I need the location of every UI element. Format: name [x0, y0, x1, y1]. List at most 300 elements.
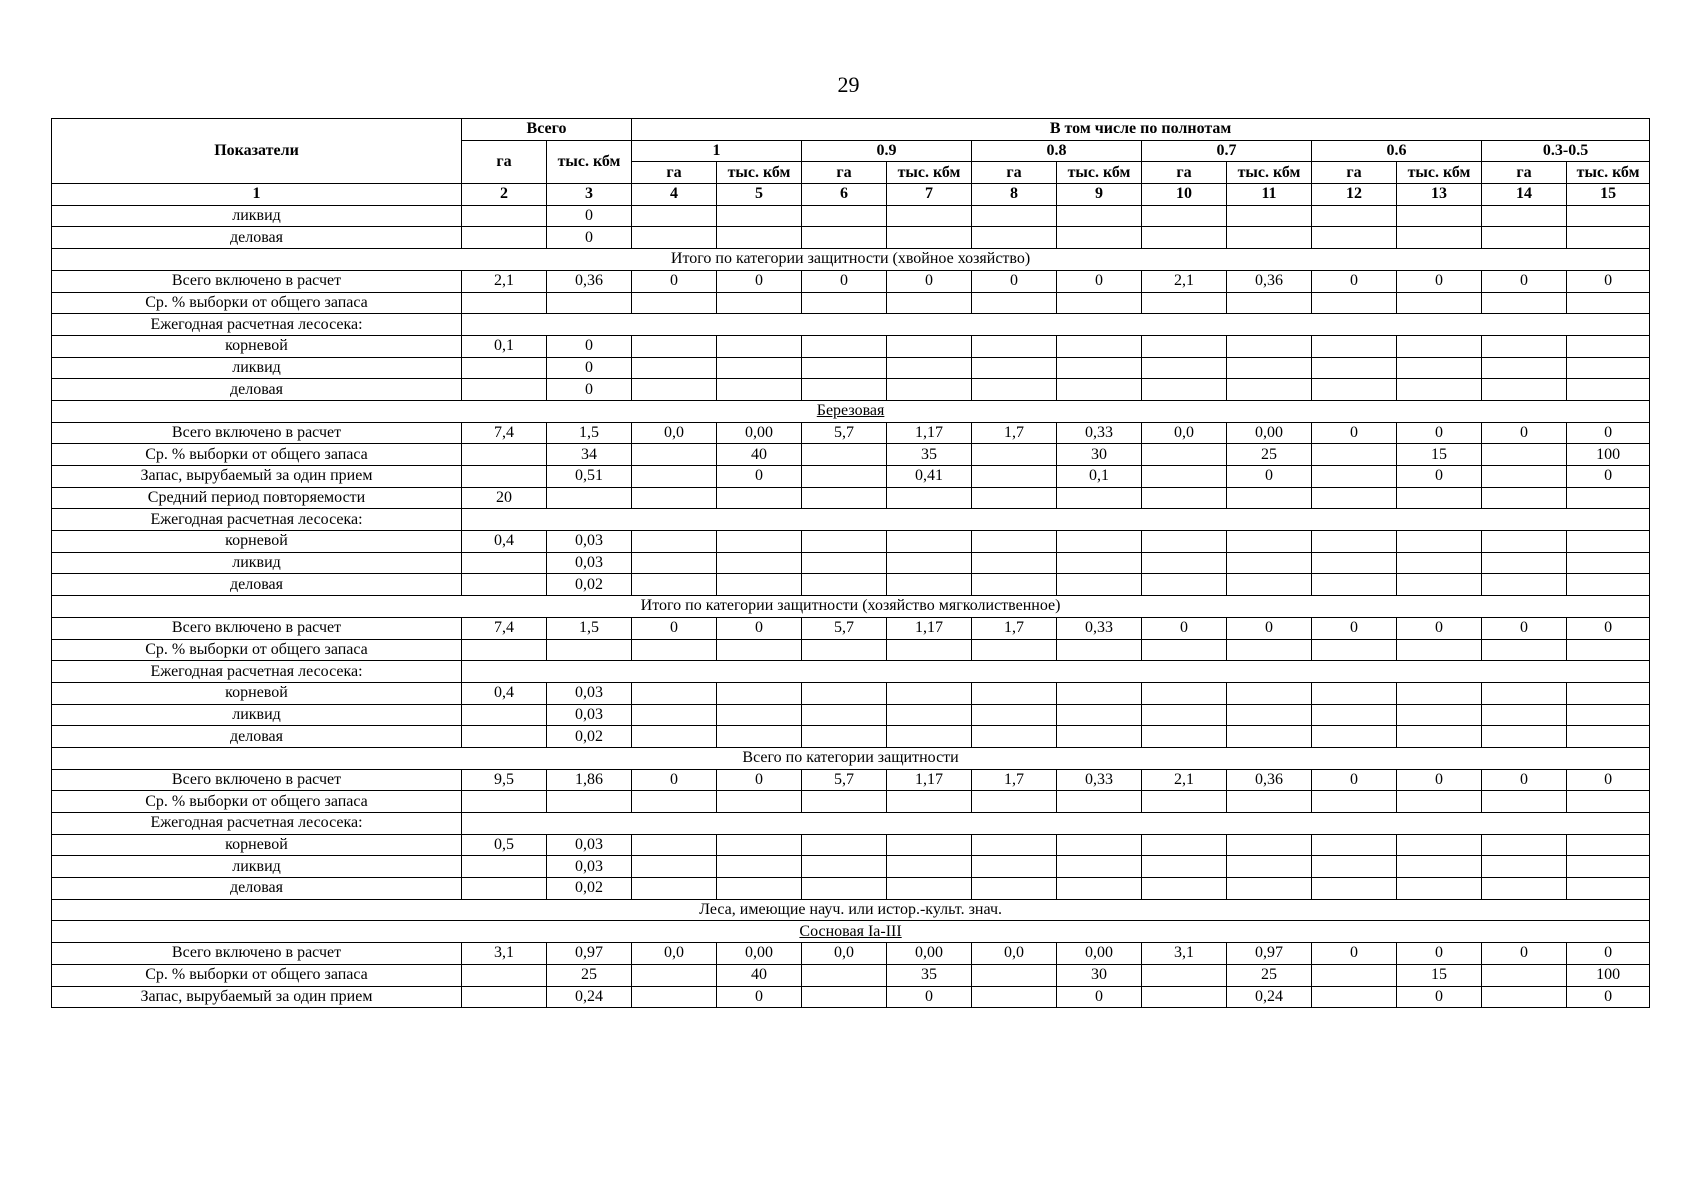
section-row	[52, 747, 1650, 769]
table-cell	[547, 791, 632, 813]
header-indicators: Показатели	[52, 119, 462, 184]
table-cell: 0,33	[1057, 422, 1142, 444]
table-cell: 0,03	[547, 552, 632, 574]
table-cell	[462, 552, 547, 574]
table-cell: 0	[1567, 986, 1650, 1008]
table-cell	[1312, 834, 1397, 856]
row-label: Запас, вырубаемый за один прием	[52, 466, 462, 488]
table-row	[52, 726, 1650, 748]
table-cell	[1142, 682, 1227, 704]
header-unit-volume: тыс. кбм	[1057, 162, 1142, 184]
table-cell: 2,1	[1142, 270, 1227, 292]
table-cell: 0,24	[547, 986, 632, 1008]
table-cell	[802, 574, 887, 596]
table-cell	[1142, 292, 1227, 314]
table-cell	[632, 726, 717, 748]
table-cell	[1482, 379, 1567, 401]
table-cell: 0	[1397, 422, 1482, 444]
header-unit-volume: тыс. кбм	[717, 162, 802, 184]
column-number: 9	[1057, 184, 1142, 206]
table-cell	[802, 292, 887, 314]
table-cell	[1482, 487, 1567, 509]
table-cell	[1057, 856, 1142, 878]
table-cell	[1142, 856, 1227, 878]
table-cell: 1,86	[547, 769, 632, 791]
table-cell: 0	[1312, 422, 1397, 444]
table-cell	[462, 964, 547, 986]
table-cell: 0	[802, 270, 887, 292]
table-cell: 0,02	[547, 574, 632, 596]
table-cell	[1482, 205, 1567, 227]
table-cell	[1397, 726, 1482, 748]
table-cell: 5,7	[802, 422, 887, 444]
table-cell	[1567, 834, 1650, 856]
table-row	[52, 205, 1650, 227]
row-label: ликвид	[52, 205, 462, 227]
table-cell	[717, 574, 802, 596]
table-cell	[1142, 964, 1227, 986]
table-cell: 0	[1482, 270, 1567, 292]
table-cell	[1397, 487, 1482, 509]
column-number: 8	[972, 184, 1057, 206]
table-cell: 0,0	[632, 943, 717, 965]
table-cell	[717, 292, 802, 314]
row-label: Ежегодная расчетная лесосека:	[52, 813, 462, 835]
row-label: деловая	[52, 726, 462, 748]
table-cell: 0	[547, 357, 632, 379]
table-cell	[972, 357, 1057, 379]
merged-empty-cell	[462, 813, 1650, 835]
table-cell	[1142, 639, 1227, 661]
table-cell	[802, 639, 887, 661]
table-cell: 0	[887, 270, 972, 292]
table-row	[52, 943, 1650, 965]
table-cell	[1482, 964, 1567, 986]
forest-report-table	[51, 118, 1650, 1008]
table-row	[52, 552, 1650, 574]
table-cell	[802, 856, 887, 878]
table-cell: 0	[1142, 617, 1227, 639]
table-cell: 0,03	[547, 834, 632, 856]
table-cell	[462, 292, 547, 314]
table-cell	[802, 834, 887, 856]
table-cell	[972, 531, 1057, 553]
section-title	[52, 596, 1650, 618]
table-cell: 0	[717, 769, 802, 791]
table-cell	[1227, 205, 1312, 227]
table-cell	[717, 227, 802, 249]
table-cell: 0,24	[1227, 986, 1312, 1008]
table-cell: 0	[1227, 466, 1312, 488]
table-cell	[1482, 335, 1567, 357]
table-cell	[887, 834, 972, 856]
table-cell	[1482, 466, 1567, 488]
table-cell	[632, 357, 717, 379]
table-cell	[632, 574, 717, 596]
table-cell	[1567, 574, 1650, 596]
table-cell	[1227, 531, 1312, 553]
table-row	[52, 856, 1650, 878]
table-cell	[1142, 357, 1227, 379]
table-cell	[1057, 834, 1142, 856]
table-cell	[632, 682, 717, 704]
table-cell	[632, 878, 717, 900]
section-row	[52, 899, 1650, 921]
table-cell	[632, 379, 717, 401]
table-cell	[1567, 227, 1650, 249]
table-row	[52, 335, 1650, 357]
table-cell	[1312, 726, 1397, 748]
table-cell	[717, 704, 802, 726]
table-body	[52, 205, 1650, 1007]
table-cell	[1227, 682, 1312, 704]
section-title	[52, 899, 1650, 921]
table-cell	[1142, 986, 1227, 1008]
table-cell	[1397, 878, 1482, 900]
table-cell	[972, 986, 1057, 1008]
section-row	[52, 596, 1650, 618]
table-cell	[1227, 487, 1312, 509]
table-cell: 34	[547, 444, 632, 466]
row-label: Всего включено в расчет	[52, 617, 462, 639]
table-cell	[1312, 574, 1397, 596]
table-cell	[547, 639, 632, 661]
table-cell	[887, 487, 972, 509]
table-cell	[632, 444, 717, 466]
row-label: деловая	[52, 878, 462, 900]
table-cell	[1567, 791, 1650, 813]
table-cell	[717, 682, 802, 704]
table-cell	[462, 205, 547, 227]
table-cell	[802, 726, 887, 748]
table-cell: 0	[632, 769, 717, 791]
table-cell	[1227, 639, 1312, 661]
table-cell: 0,1	[462, 335, 547, 357]
table-cell	[1397, 531, 1482, 553]
section-title-text: Итого по категории защитности (хвойное хозяйство)	[670, 250, 1031, 268]
table-cell	[1567, 878, 1650, 900]
table-row	[52, 639, 1650, 661]
table-cell	[1057, 292, 1142, 314]
row-label: ликвид	[52, 357, 462, 379]
table-cell	[887, 357, 972, 379]
table-cell	[1142, 227, 1227, 249]
table-cell	[632, 704, 717, 726]
table-cell	[1227, 357, 1312, 379]
table-cell: 1,17	[887, 769, 972, 791]
table-cell	[1482, 986, 1567, 1008]
table-row	[52, 704, 1650, 726]
table-cell: 15	[1397, 964, 1482, 986]
table-cell: 7,4	[462, 617, 547, 639]
table-cell	[547, 487, 632, 509]
table-cell	[632, 964, 717, 986]
header-density-0-3-0-5: 0.3-0.5	[1482, 140, 1650, 162]
table-cell	[1397, 357, 1482, 379]
table-cell	[1142, 552, 1227, 574]
table-cell: 0	[717, 270, 802, 292]
table-cell	[1142, 726, 1227, 748]
table-cell: 1,17	[887, 422, 972, 444]
table-cell	[1567, 639, 1650, 661]
row-label: корневой	[52, 682, 462, 704]
table-cell	[1227, 292, 1312, 314]
header-unit-volume: тыс. кбм	[887, 162, 972, 184]
table-cell: 0,36	[1227, 270, 1312, 292]
table-header	[52, 119, 1650, 206]
table-cell	[717, 856, 802, 878]
table-cell	[802, 227, 887, 249]
table-cell	[972, 487, 1057, 509]
table-cell	[462, 986, 547, 1008]
table-cell: 0	[1567, 943, 1650, 965]
column-number: 11	[1227, 184, 1312, 206]
table-row	[52, 270, 1650, 292]
table-cell	[972, 335, 1057, 357]
row-label: деловая	[52, 227, 462, 249]
table-cell	[802, 878, 887, 900]
table-cell	[1057, 487, 1142, 509]
table-cell: 100	[1567, 964, 1650, 986]
header-density-0-7: 0.7	[1142, 140, 1312, 162]
table-cell: 0,4	[462, 531, 547, 553]
table-cell	[1227, 379, 1312, 401]
table-cell: 0	[1397, 943, 1482, 965]
table-cell	[972, 574, 1057, 596]
table-cell	[802, 205, 887, 227]
table-cell	[1312, 487, 1397, 509]
table-cell	[717, 357, 802, 379]
table-cell: 0	[1482, 943, 1567, 965]
table-cell	[1312, 205, 1397, 227]
table-cell: 0,0	[1142, 422, 1227, 444]
table-cell	[1312, 357, 1397, 379]
table-cell: 1,17	[887, 617, 972, 639]
table-cell: 0	[1397, 769, 1482, 791]
table-row	[52, 379, 1650, 401]
table-cell	[1567, 487, 1650, 509]
table-cell	[887, 531, 972, 553]
table-cell	[972, 205, 1057, 227]
table-cell	[887, 856, 972, 878]
table-cell: 5,7	[802, 617, 887, 639]
header-density-0-9: 0.9	[802, 140, 972, 162]
table-cell	[717, 878, 802, 900]
table-cell: 25	[1227, 444, 1312, 466]
table-cell: 25	[547, 964, 632, 986]
table-cell	[462, 357, 547, 379]
table-cell	[972, 856, 1057, 878]
table-cell	[1397, 335, 1482, 357]
table-cell	[1482, 834, 1567, 856]
table-cell	[1057, 531, 1142, 553]
table-cell	[717, 335, 802, 357]
row-label: Ежегодная расчетная лесосека:	[52, 314, 462, 336]
row-label: Всего включено в расчет	[52, 769, 462, 791]
table-cell	[1057, 357, 1142, 379]
table-cell: 7,4	[462, 422, 547, 444]
table-cell	[717, 205, 802, 227]
table-cell: 0	[1312, 943, 1397, 965]
table-row	[52, 422, 1650, 444]
table-cell	[802, 964, 887, 986]
table-cell: 0,00	[887, 943, 972, 965]
row-label: ликвид	[52, 552, 462, 574]
table-cell	[972, 704, 1057, 726]
table-cell	[972, 791, 1057, 813]
table-cell	[1397, 292, 1482, 314]
table-cell	[462, 726, 547, 748]
table-cell	[1142, 487, 1227, 509]
table-cell	[1312, 552, 1397, 574]
table-cell	[632, 639, 717, 661]
table-cell: 1,5	[547, 617, 632, 639]
table-cell: 3,1	[1142, 943, 1227, 965]
table-cell	[1567, 552, 1650, 574]
table-cell	[1227, 856, 1312, 878]
table-cell: 0	[1397, 270, 1482, 292]
header-unit-volume: тыс. кбм	[1567, 162, 1650, 184]
table-cell	[1482, 639, 1567, 661]
table-cell	[717, 487, 802, 509]
table-cell	[1142, 531, 1227, 553]
table-cell: 0	[632, 617, 717, 639]
table-cell	[1397, 682, 1482, 704]
table-cell	[717, 379, 802, 401]
table-cell	[972, 552, 1057, 574]
table-cell: 40	[717, 964, 802, 986]
table-cell	[972, 227, 1057, 249]
table-cell	[717, 531, 802, 553]
table-row	[52, 813, 1650, 835]
table-cell	[802, 531, 887, 553]
table-row	[52, 617, 1650, 639]
table-cell	[972, 834, 1057, 856]
table-cell: 2,1	[462, 270, 547, 292]
table-cell	[887, 379, 972, 401]
table-cell: 0	[717, 466, 802, 488]
table-cell	[1397, 791, 1482, 813]
table-row	[52, 682, 1650, 704]
table-cell	[972, 292, 1057, 314]
table-cell	[1142, 791, 1227, 813]
table-cell	[632, 292, 717, 314]
table-cell	[462, 878, 547, 900]
table-cell	[1057, 878, 1142, 900]
table-cell: 35	[887, 964, 972, 986]
table-cell	[1057, 379, 1142, 401]
table-cell	[632, 531, 717, 553]
table-cell	[1142, 379, 1227, 401]
table-cell	[1057, 205, 1142, 227]
table-cell	[1142, 878, 1227, 900]
table-cell	[1057, 682, 1142, 704]
table-cell: 0,02	[547, 878, 632, 900]
table-cell	[887, 552, 972, 574]
table-cell: 1,5	[547, 422, 632, 444]
table-cell	[972, 964, 1057, 986]
section-row	[52, 249, 1650, 271]
table-cell: 0	[1227, 617, 1312, 639]
column-number: 14	[1482, 184, 1567, 206]
table-row	[52, 487, 1650, 509]
table-cell	[1057, 704, 1142, 726]
table-cell	[1057, 639, 1142, 661]
table-cell	[1567, 726, 1650, 748]
row-label: Ср. % выборки от общего запаса	[52, 639, 462, 661]
table-cell	[1312, 964, 1397, 986]
row-label: Ср. % выборки от общего запаса	[52, 964, 462, 986]
table-row	[52, 509, 1650, 531]
table-cell: 9,5	[462, 769, 547, 791]
table-cell: 0	[547, 205, 632, 227]
row-label: Ср. % выборки от общего запаса	[52, 292, 462, 314]
table-row	[52, 292, 1650, 314]
table-cell	[887, 574, 972, 596]
table-cell	[802, 466, 887, 488]
table-row	[52, 986, 1650, 1008]
table-cell	[1482, 357, 1567, 379]
table-cell	[972, 466, 1057, 488]
table-cell	[632, 335, 717, 357]
table-cell	[1057, 574, 1142, 596]
row-label: Ежегодная расчетная лесосека:	[52, 661, 462, 683]
table-cell: 0	[632, 270, 717, 292]
table-cell: 0	[1312, 270, 1397, 292]
table-cell	[1312, 379, 1397, 401]
table-cell	[887, 292, 972, 314]
table-cell	[1142, 466, 1227, 488]
table-cell: 0	[547, 335, 632, 357]
table-cell: 0	[1057, 986, 1142, 1008]
section-row	[52, 921, 1650, 943]
table-cell	[1227, 726, 1312, 748]
page-number: 29	[837, 72, 860, 97]
table-cell	[1482, 856, 1567, 878]
table-cell	[1567, 292, 1650, 314]
table-cell	[632, 791, 717, 813]
table-cell	[717, 726, 802, 748]
table-cell	[1397, 205, 1482, 227]
table-row	[52, 574, 1650, 596]
table-cell	[1397, 856, 1482, 878]
table-cell: 35	[887, 444, 972, 466]
table-cell: 0,0	[802, 943, 887, 965]
table-cell	[802, 986, 887, 1008]
header-including-by-density: В том числе по полнотам	[632, 119, 1650, 141]
section-title	[52, 249, 1650, 271]
table-cell	[1567, 856, 1650, 878]
table-cell	[1142, 574, 1227, 596]
merged-empty-cell	[462, 661, 1650, 683]
table-cell: 0	[1312, 769, 1397, 791]
table-cell	[1312, 986, 1397, 1008]
table-cell	[887, 726, 972, 748]
row-label: деловая	[52, 574, 462, 596]
table-cell	[887, 639, 972, 661]
table-cell	[802, 487, 887, 509]
table-row	[52, 661, 1650, 683]
table-cell	[1312, 878, 1397, 900]
table-cell: 5,7	[802, 769, 887, 791]
table-cell	[632, 487, 717, 509]
table-cell: 0	[1397, 986, 1482, 1008]
table-cell	[717, 791, 802, 813]
table-cell: 0,97	[1227, 943, 1312, 965]
table-cell	[632, 227, 717, 249]
table-cell	[887, 335, 972, 357]
table-cell	[1567, 357, 1650, 379]
